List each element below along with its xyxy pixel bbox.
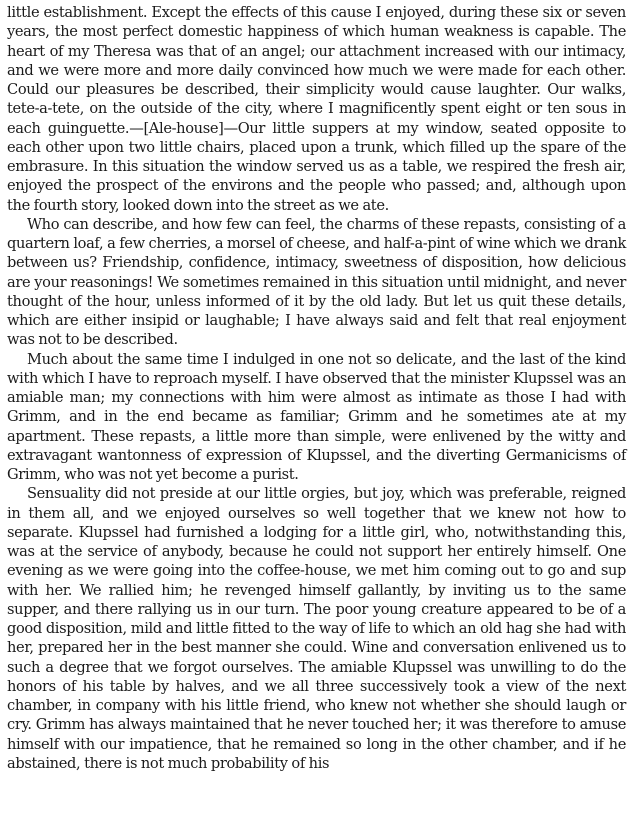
body-text xyxy=(7,3,626,773)
paragraph: Much about the same time I indulged in one not so delicate, and the last of the kind with which I have to reproach myself. I have observed that the minister Klupssel was an amiable man; my connections with him were almost as intimate as those I had with Grimm, and in the end became as familiar; Grimm and he sometimes ate at my apartment. These repasts, a little more than simple, were enlivened by the witty and extravagant wantonness of expression of Klupssel, and the diverting Germanicisms of Grimm, who was not yet become a purist. xyxy=(7,350,626,483)
paragraph-continued: little establishment. Except the effects of this cause I enjoyed, during these six or seven years, the most perfect domestic happiness of which human weakness is capable. The heart of my Theresa was that of an angel; our attachment increased with our intimacy, and we were more and more daily convinced how much we were made for each other. Could our pleasures be described, their simplicity would cause laughter. Our walks, tete-a-tete, on the outside of the city, where I magnificently spent eight or ten sous in each guinguette.—[Ale-house]—Our little suppers at my window, seated opposite to each other upon two little chairs, placed upon a trunk, which filled up the spare of the embrasure. In this situation the window served us as a table, we respired the fresh air, enjoyed the prospect of the environs and the people who passed; and, although upon the fourth story, looked down into the street as we ate. xyxy=(7,4,626,214)
paragraph: Sensuality did not preside at our little orgies, but joy, which was preferable, reigned in them all, and we enjoyed ourselves so well together that we knew not how to separate. Klupssel had furnished a lodging for a little girl, who, notwithstanding this, was at the service of anybody, because he could not support her entirely himself. One evening as we were going into the coffee-house, we met him coming out to go and sup with her. We rallied him; he revenged himself gallantly, by inviting us to the same supper, and there rallying us in our turn. The poor young creature appeared to be of a good disposition, mild and little fitted to the way of life to which an old hag she had with her, prepared her in the best manner she could. Wine and conversation enlivened us to such a degree that we forgot ourselves. The amiable Klupssel was unwilling to do the honors of his table by halves, and we all three successively took a view of the next chamber, in company with his little friend, who knew not whether she should laugh or cry. Grimm has always maintained that he never touched her; it was therefore to amuse himself with our impatience, that he remained so long in the other chamber, and if he abstained, there is not much probability of his xyxy=(7,485,626,772)
paragraph: Who can describe, and how few can feel, the charms of these repasts, consisting of a quartern loaf, a few cherries, a morsel of cheese, and half-a-pint of wine which we drank between us? Friendship, confidence, intimacy, sweetness of disposition, how delicious are your reasonings! We sometimes remained in this situation until midnight, and never thought of the hour, unless informed of it by the old lady. But let us quit these details, which are either insipid or laughable; I have always said and felt that real enjoyment was not to be described. xyxy=(7,215,626,349)
